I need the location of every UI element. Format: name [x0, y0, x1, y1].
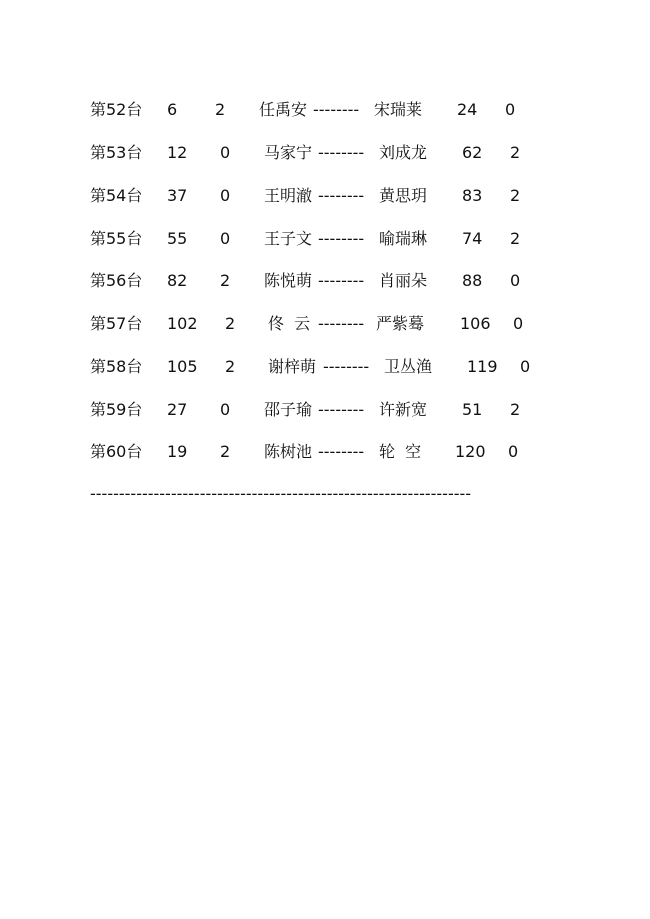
score-right: 0 — [513, 314, 524, 333]
score-right: 2 — [510, 400, 521, 419]
seat-left: 12 — [167, 143, 188, 162]
player-right: 喻瑞琳 — [379, 229, 428, 248]
seat-left: 6 — [167, 100, 178, 119]
versus-separator: -------- — [318, 442, 365, 461]
seat-left: 82 — [167, 271, 188, 290]
table-number: 第53台 — [90, 143, 143, 162]
pairing-row — [0, 184, 650, 208]
seat-right: 120 — [455, 442, 486, 461]
table-number: 第58台 — [90, 357, 143, 376]
seat-left: 37 — [167, 186, 188, 205]
versus-separator: -------- — [318, 400, 365, 419]
player-right: 许新宽 — [379, 400, 428, 419]
table-number: 第60台 — [90, 442, 143, 461]
versus-separator: -------- — [318, 143, 365, 162]
score-right: 0 — [508, 442, 519, 461]
table-number: 第59台 — [90, 400, 143, 419]
score-right: 0 — [520, 357, 531, 376]
player-right: 宋瑞莱 — [374, 100, 423, 119]
seat-left: 102 — [167, 314, 198, 333]
player-left: 任禹安 — [259, 100, 308, 119]
table-number: 第56台 — [90, 271, 143, 290]
score-left: 2 — [225, 314, 236, 333]
seat-right: 119 — [467, 357, 498, 376]
score-right: 2 — [510, 229, 521, 248]
score-right: 2 — [510, 186, 521, 205]
versus-separator: -------- — [318, 271, 365, 290]
seat-right: 51 — [462, 400, 483, 419]
pairing-row — [0, 398, 650, 422]
versus-separator: -------- — [318, 186, 365, 205]
player-right: 刘成龙 — [379, 143, 428, 162]
seat-right: 88 — [462, 271, 483, 290]
score-left: 2 — [220, 271, 231, 290]
score-left: 0 — [220, 229, 231, 248]
player-left: 马家宁 — [264, 143, 313, 162]
score-right: 2 — [510, 143, 521, 162]
footer-rule: ------------------------------------------------------------------ — [90, 484, 472, 503]
seat-right: 74 — [462, 229, 483, 248]
player-right: 肖丽朵 — [379, 271, 428, 290]
versus-separator: -------- — [318, 314, 365, 333]
seat-right: 106 — [460, 314, 491, 333]
pairing-row — [0, 98, 650, 122]
player-left: 邵子瑜 — [264, 400, 313, 419]
player-left: 谢梓萌 — [268, 357, 317, 376]
player-left: 王明澈 — [264, 186, 313, 205]
pairing-row — [0, 269, 650, 293]
seat-left: 105 — [167, 357, 198, 376]
player-left: 陈树池 — [264, 442, 313, 461]
table-number: 第54台 — [90, 186, 143, 205]
table-number: 第57台 — [90, 314, 143, 333]
score-right: 0 — [505, 100, 516, 119]
pairing-row — [0, 227, 650, 251]
seat-right: 24 — [457, 100, 478, 119]
player-right: 严紫蓦 — [376, 314, 425, 333]
score-left: 2 — [215, 100, 226, 119]
player-right: 轮 空 — [379, 442, 422, 461]
score-left: 0 — [220, 400, 231, 419]
pairing-row — [0, 355, 650, 379]
pairing-row — [0, 141, 650, 165]
seat-right: 62 — [462, 143, 483, 162]
seat-right: 83 — [462, 186, 483, 205]
pairing-row — [0, 312, 650, 336]
player-left: 陈悦萌 — [264, 271, 313, 290]
seat-left: 19 — [167, 442, 188, 461]
player-right: 卫丛渔 — [384, 357, 433, 376]
player-left: 佟 云 — [268, 314, 311, 333]
versus-separator: -------- — [318, 229, 365, 248]
score-right: 0 — [510, 271, 521, 290]
score-left: 0 — [220, 143, 231, 162]
seat-left: 55 — [167, 229, 188, 248]
versus-separator: -------- — [323, 357, 370, 376]
table-number: 第52台 — [90, 100, 143, 119]
score-left: 0 — [220, 186, 231, 205]
seat-left: 27 — [167, 400, 188, 419]
player-left: 王子文 — [264, 229, 313, 248]
score-left: 2 — [225, 357, 236, 376]
score-left: 2 — [220, 442, 231, 461]
table-number: 第55台 — [90, 229, 143, 248]
versus-separator: -------- — [313, 100, 360, 119]
player-right: 黄思玥 — [379, 186, 428, 205]
pairing-row — [0, 440, 650, 464]
